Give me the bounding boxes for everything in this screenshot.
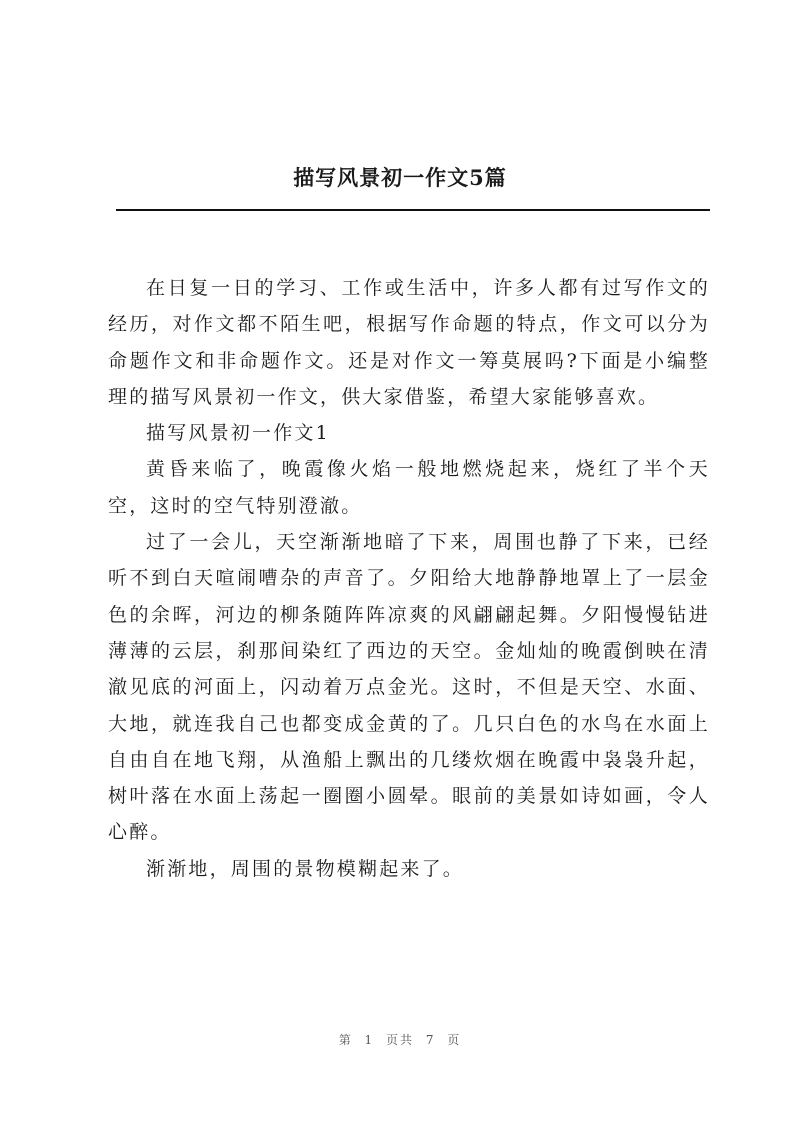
paragraph: 黄昏来临了，晚霞像火焰一般地燃烧起来，烧红了半个天空，这时的空气特别澄澈。 xyxy=(108,458,710,517)
document-body xyxy=(108,270,710,887)
paragraph-intro: 在日复一日的学习、工作或生活中，许多人都有过写作文的经历，对作文都不陌生吧，根据写作命题的特点，作文可以分为命题作文和非命题作文。还是对作文一筹莫展吗?下面是小编整理的描写风景初一作文，供大家借鉴，希望大家能够喜欢。 xyxy=(108,277,710,408)
title-divider xyxy=(116,209,710,211)
page-footer: 第 1 页共 7 页 xyxy=(338,1033,462,1047)
paragraph: 渐渐地，周围的景物模糊起来了。 xyxy=(146,857,465,880)
document-title: 描写风景初一作文5篇 xyxy=(293,165,507,190)
section-heading: 描写风景初一作文1 xyxy=(146,422,330,445)
paragraph: 过了一会儿，天空渐渐地暗了下来，周围也静了下来，已经听不到白天喧闹嘈杂的声音了。夕阳给大地静静地罩上了一层金色的余晖，河边的柳条随阵阵凉爽的风翩翩起舞。夕阳慢慢钻进薄薄的云层，刹那间染红了西边的天空。金灿灿的晚霞倒映在清澈见底的河面上，闪动着万点金光。这时，不但是天空、水面、大地，就连我自己也都变成金黄的了。几只白色的水鸟在水面上自由自在地飞翔，从渔船上飘出的几缕炊烟在晚霞中袅袅升起，树叶落在水面上荡起一圈圈小圆晕。眼前的美景如诗如画，令人心醉。 xyxy=(108,531,710,844)
